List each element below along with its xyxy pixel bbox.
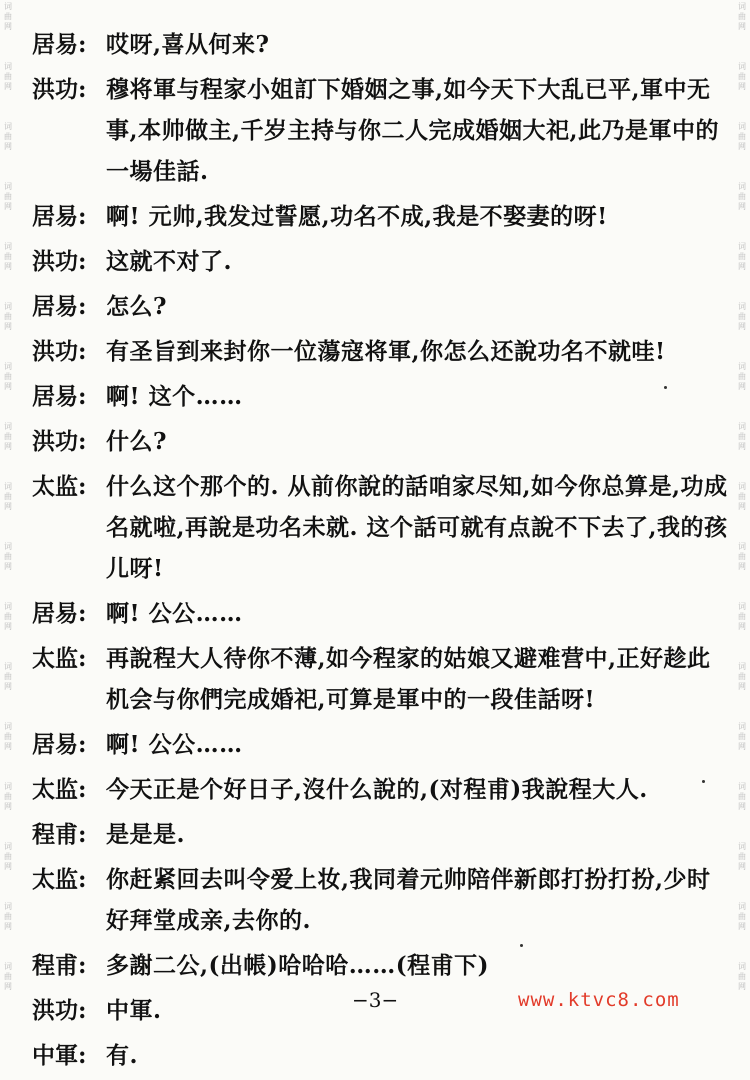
- dialogue-entry: [32, 769, 732, 810]
- watermark: 词曲网: [738, 482, 746, 511]
- watermark: 词曲网: [4, 482, 12, 511]
- dialogue-entry: [32, 724, 732, 765]
- watermark: 词曲网: [738, 602, 746, 631]
- dialogue-line: 穆将軍与程家小姐訂下婚姻之事,如今天下大乱已平,軍中无事,本帅做主,千岁主持与你二人完成婚姻大祀,此乃是軍中的一場佳話.: [106, 76, 720, 185]
- watermark: 词曲网: [4, 842, 12, 871]
- speaker-name: 程甫:: [32, 821, 87, 848]
- dialogue-line: 有.: [106, 1042, 139, 1069]
- dialogue-entry: [32, 241, 732, 282]
- dialogue-entry: [32, 593, 732, 634]
- watermark: 词曲网: [738, 242, 746, 271]
- watermark: 词曲网: [738, 782, 746, 811]
- watermark: 词曲网: [738, 542, 746, 571]
- watermark: 词曲网: [4, 722, 12, 751]
- dialogue-entry: [32, 331, 732, 372]
- speaker-name: 居易:: [32, 731, 87, 758]
- speaker-name: 居易:: [32, 600, 87, 627]
- watermark: 词曲网: [4, 902, 12, 931]
- watermark: 词曲网: [4, 62, 12, 91]
- dialogue-line: 什么这个那个的. 从前你說的話咱家尽知,如今你总算是,功成名就啦,再說是功名未就. 这个話可就有点說不下去了,我的孩儿呀!: [106, 473, 728, 582]
- dialogue-line: 啊! 这个……: [106, 383, 243, 410]
- watermark: 词曲网: [738, 422, 746, 451]
- dialogue-entry: [32, 1035, 732, 1076]
- speaker-name: 洪功:: [32, 248, 87, 275]
- watermark: 词曲网: [4, 2, 12, 31]
- watermark: 词曲网: [4, 422, 12, 451]
- site-url: www.ktvc8.com: [518, 989, 680, 1011]
- watermark: 词曲网: [4, 602, 12, 631]
- dialogue-line: 你赶紧回去叫令爱上妆,我同着元帅陪伴新郎打扮打扮,少时好拜堂成亲,去你的.: [106, 866, 711, 934]
- dialogue-entry: [32, 814, 732, 855]
- watermark: 词曲网: [738, 962, 746, 991]
- watermark: 词曲网: [4, 302, 12, 331]
- left-watermark-column: [2, 0, 14, 1032]
- speaker-name: 洪功:: [32, 338, 87, 365]
- speaker-name: 居易:: [32, 293, 87, 320]
- watermark: 词曲网: [4, 242, 12, 271]
- dialogue-line: 啊! 公公……: [106, 600, 243, 627]
- watermark: 词曲网: [4, 122, 12, 151]
- page-number: −3−: [352, 988, 399, 1012]
- dialogue-entry: [32, 286, 732, 327]
- speaker-name: 中軍:: [32, 1042, 87, 1069]
- script-body: [32, 24, 732, 1080]
- speaker-name: 太监:: [32, 776, 87, 803]
- dialogue-line: 多謝二公,(出帳)哈哈哈……(程甫下): [106, 952, 490, 979]
- dialogue-line: 是是是.: [106, 821, 186, 848]
- speaker-name: 居易:: [32, 383, 87, 410]
- watermark: 词曲网: [738, 302, 746, 331]
- speaker-name: 太监:: [32, 645, 87, 672]
- dialogue-line: 中軍.: [106, 997, 162, 1024]
- watermark: 词曲网: [4, 962, 12, 991]
- speaker-name: 居易:: [32, 203, 87, 230]
- dialogue-line: 什么?: [106, 428, 167, 455]
- dialogue-entry: [32, 69, 732, 192]
- watermark: 词曲网: [738, 842, 746, 871]
- dialogue-entry: [32, 24, 732, 65]
- dialogue-line: 今天正是个好日子,沒什么說的,(对程甫)我說程大人.: [106, 776, 648, 803]
- dialogue-entry: [32, 638, 732, 720]
- watermark: 词曲网: [738, 722, 746, 751]
- watermark: 词曲网: [738, 122, 746, 151]
- speaker-name: 太监:: [32, 473, 87, 500]
- dialogue-entry: [32, 466, 732, 589]
- right-watermark-column: [736, 0, 748, 1032]
- speaker-name: 太监:: [32, 866, 87, 893]
- dialogue-line: 怎么?: [106, 293, 167, 320]
- watermark: 词曲网: [4, 182, 12, 211]
- watermark: 词曲网: [738, 62, 746, 91]
- dialogue-entry: [32, 196, 732, 237]
- watermark: 词曲网: [738, 662, 746, 691]
- speaker-name: 程甫:: [32, 952, 87, 979]
- dialogue-line: 再說程大人待你不薄,如今程家的姑娘又避难营中,正好趁此机会与你們完成婚祀,可算是軍中的一段佳話呀!: [106, 645, 711, 713]
- dialogue-line: 啊! 公公……: [106, 731, 243, 758]
- page-footer: [0, 986, 750, 1016]
- speaker-name: 洪功:: [32, 76, 87, 103]
- dialogue-entry: [32, 421, 732, 462]
- watermark: 词曲网: [4, 782, 12, 811]
- dialogue-line: 这就不对了.: [106, 248, 233, 275]
- watermark: 词曲网: [4, 362, 12, 391]
- watermark: 词曲网: [738, 902, 746, 931]
- dialogue-line: 啊! 元帅,我发过誓愿,功名不成,我是不娶妻的呀!: [106, 203, 608, 230]
- watermark: 词曲网: [738, 2, 746, 31]
- watermark: 词曲网: [738, 182, 746, 211]
- dialogue-line: 有圣旨到来封你一位蕩寇将軍,你怎么还說功名不就哇!: [106, 338, 666, 365]
- watermark: 词曲网: [738, 362, 746, 391]
- watermark: 词曲网: [4, 662, 12, 691]
- dialogue-line: 哎呀,喜从何来?: [106, 31, 270, 58]
- speaker-name: 居易:: [32, 31, 87, 58]
- dialogue-entry: [32, 859, 732, 941]
- dialogue-entry: [32, 945, 732, 986]
- speaker-name: 洪功:: [32, 997, 87, 1024]
- dialogue-entry: [32, 376, 732, 417]
- speaker-name: 洪功:: [32, 428, 87, 455]
- watermark: 词曲网: [4, 542, 12, 571]
